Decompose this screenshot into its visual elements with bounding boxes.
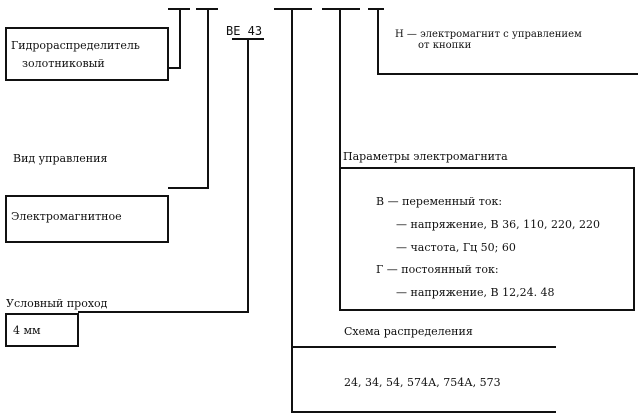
connector-control — [168, 9, 208, 188]
dc-title: Г — постоянный ток: — [376, 263, 499, 276]
scheme-label: Схема распределения — [344, 325, 473, 338]
bore-label: Условный проход — [6, 297, 108, 310]
connector-button — [378, 9, 638, 74]
control-value: Электромагнитное — [11, 210, 122, 223]
device-type-line1: Гидрораспределитель — [11, 39, 140, 52]
scheme-values: 24, 34, 54, 574А, 754А, 573 — [344, 376, 501, 389]
magnet-params-label: Параметры электромагнита — [343, 150, 508, 163]
device-type-line2: золотниковый — [22, 57, 105, 70]
button-option-line2: от кнопки — [418, 40, 472, 51]
connector-scheme — [292, 9, 556, 412]
button-option-line1: Н — электромагнит с управлением — [395, 29, 582, 40]
connector-device-type — [168, 9, 180, 68]
ac-voltage: — напряжение, В 36, 110, 220, 220 — [396, 218, 601, 231]
bore-value: 4 мм — [13, 324, 41, 337]
ac-frequency: — частота, Гц 50; 60 — [396, 241, 516, 254]
ac-title: В — переменный ток: — [376, 195, 503, 208]
control-label: Вид управления — [13, 152, 108, 165]
dc-voltage: — напряжение, В 12,24. 48 — [396, 286, 555, 299]
designation-label: ВЕ 43 — [226, 24, 263, 38]
device-type-box — [6, 28, 168, 80]
